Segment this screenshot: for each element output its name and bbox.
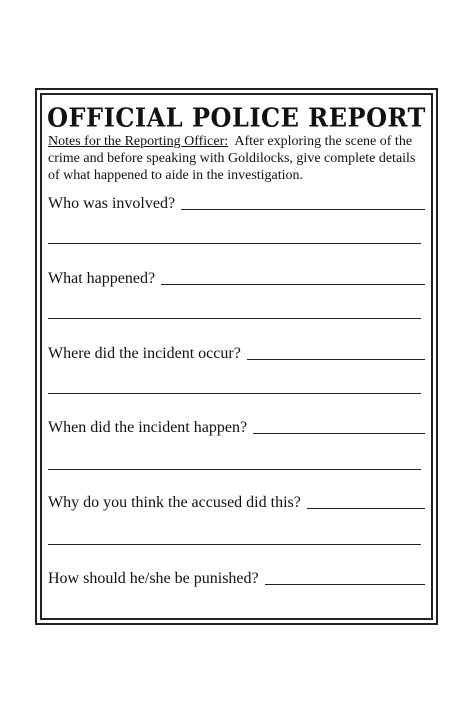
report-title: OFFICIAL POLICE REPORT xyxy=(47,101,426,134)
officer-notes xyxy=(48,133,427,184)
answer-blank[interactable] xyxy=(247,358,425,360)
answer-line[interactable] xyxy=(48,544,421,545)
answer-line[interactable] xyxy=(48,393,421,394)
question-label: How should he/she be punished? xyxy=(48,570,259,587)
answer-blank[interactable] xyxy=(181,208,425,210)
question-how-punished xyxy=(48,570,425,588)
question-label: What happened? xyxy=(48,270,156,287)
question-why-accused xyxy=(48,494,425,512)
notes-body: After exploring the scene of the crime and before speaking with Goldilocks, give complete details of what happened to aide in the investigation. xyxy=(48,134,416,183)
question-label: Where did the incident occur? xyxy=(48,345,241,362)
question-label: Who was involved? xyxy=(48,195,176,212)
answer-line[interactable] xyxy=(48,469,421,470)
answer-blank[interactable] xyxy=(253,432,425,434)
answer-line[interactable] xyxy=(48,318,421,319)
answer-blank[interactable] xyxy=(161,283,425,285)
report-outer-border xyxy=(35,88,438,625)
report-inner-border xyxy=(40,93,433,620)
question-who-involved xyxy=(48,195,425,213)
question-when-happen xyxy=(48,419,425,437)
notes-heading: Notes for the Reporting Officer: xyxy=(48,134,229,149)
question-label: When did the incident happen? xyxy=(48,419,248,436)
question-what-happened xyxy=(48,270,425,288)
answer-line[interactable] xyxy=(48,243,421,244)
question-where-occur xyxy=(48,345,425,363)
question-label: Why do you think the accused did this? xyxy=(48,494,301,511)
answer-blank[interactable] xyxy=(265,583,425,585)
answer-blank[interactable] xyxy=(307,507,425,509)
